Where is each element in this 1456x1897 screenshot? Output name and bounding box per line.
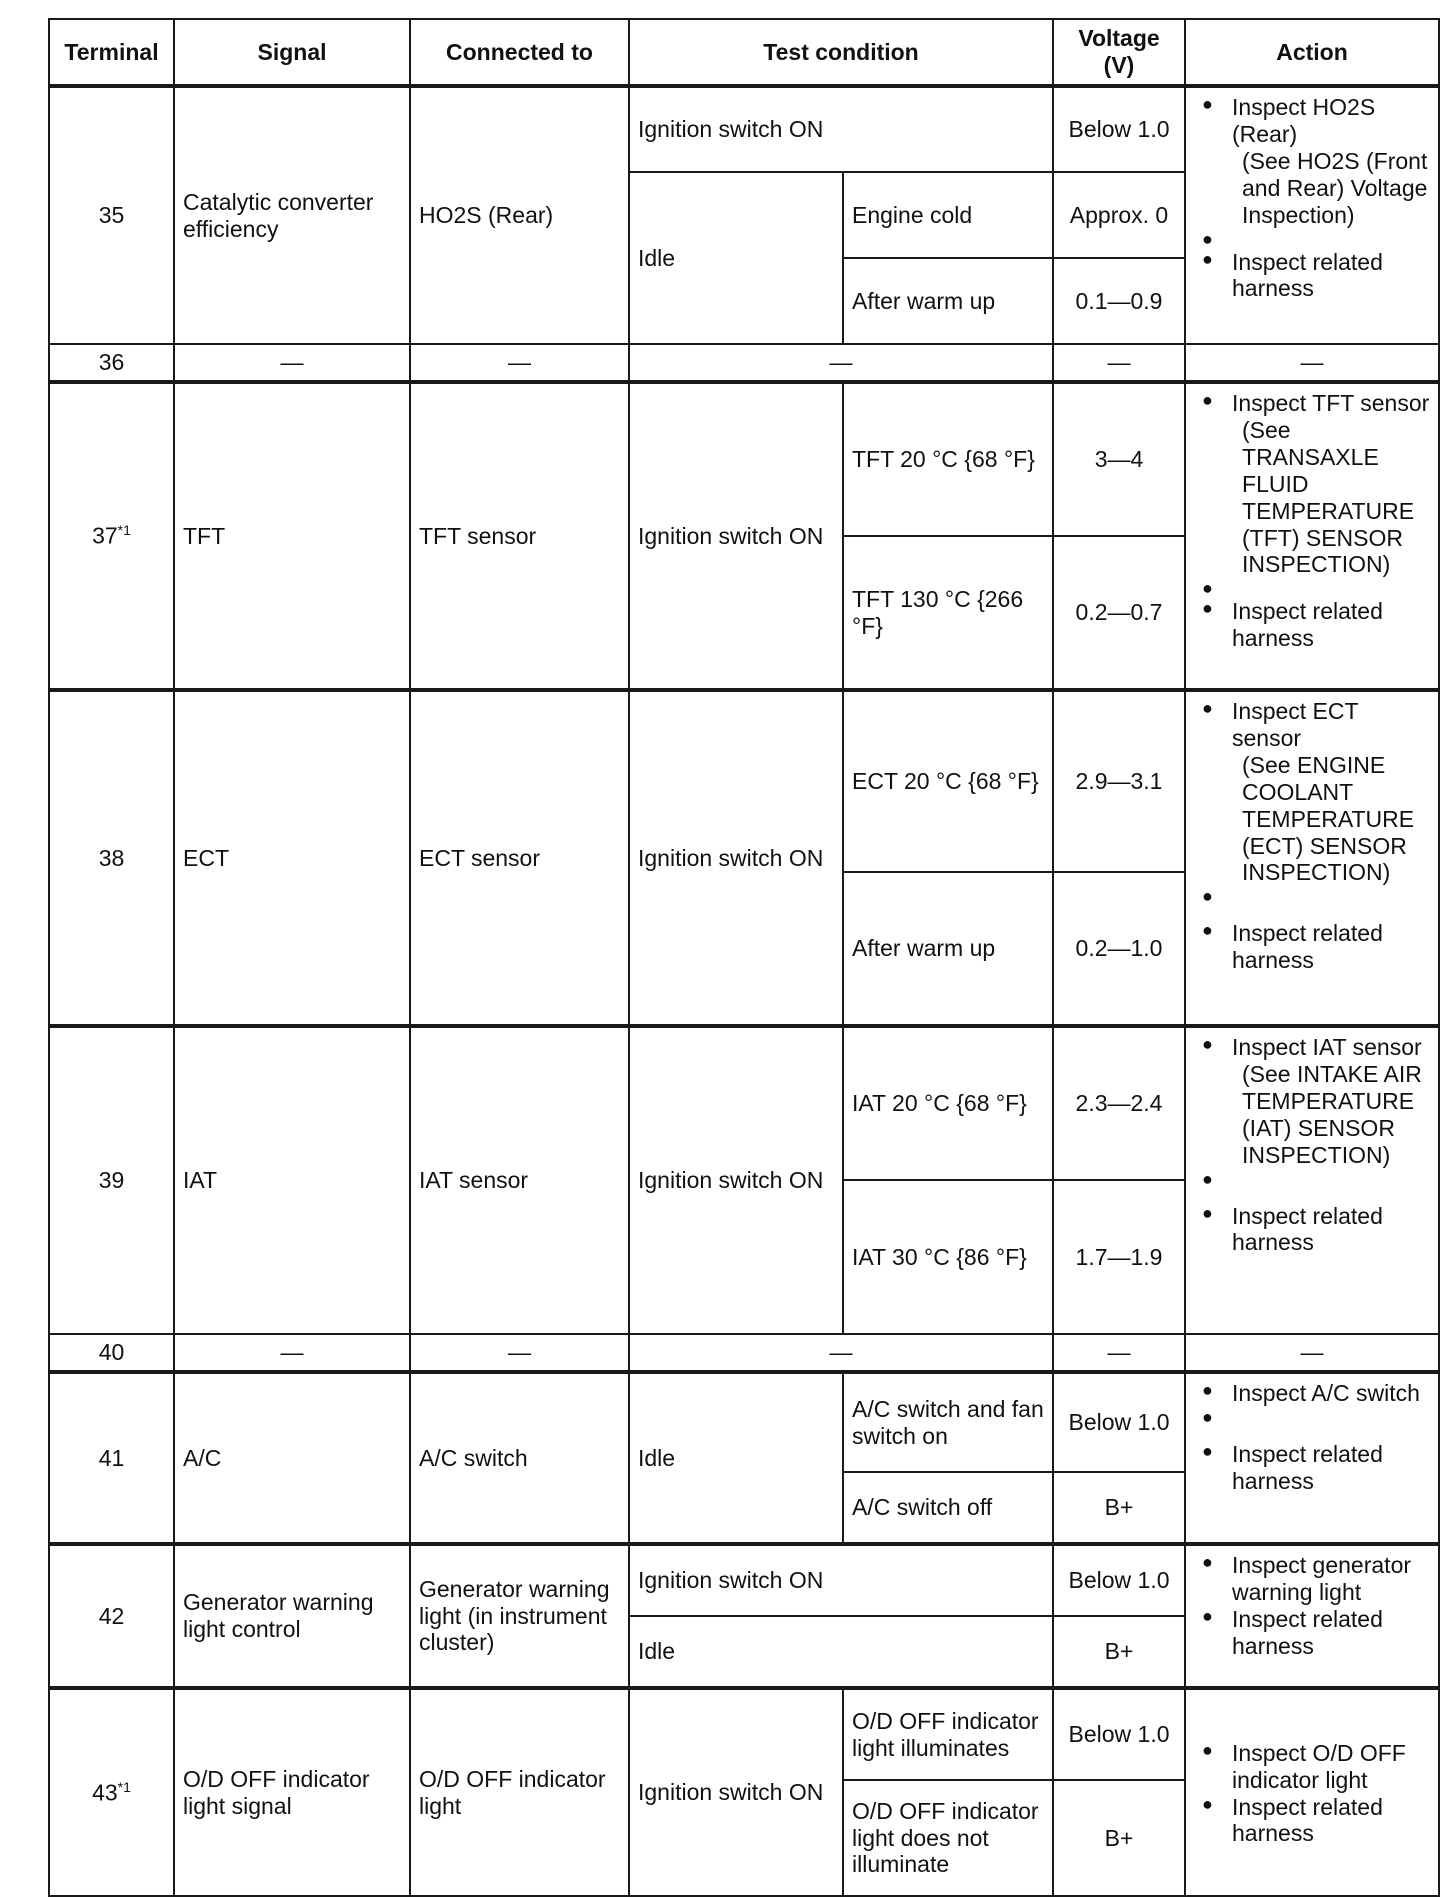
signal-cell: O/D OFF indicator light signal [174,1688,410,1896]
test-condition-cell: Idle [629,172,843,344]
action-cell [1185,1372,1439,1544]
header-row [49,19,1439,86]
action-item: ● Inspect HO2S (Rear) (See HO2S (Front and Rear) Voltage Inspection) [1200,94,1432,229]
voltage-cell: Below 1.0 [1053,1688,1185,1780]
action-item: ● Inspect related harness [1200,1441,1432,1495]
connected-to-cell: ECT sensor [410,690,629,1026]
action-item: ● Inspect generator warning light [1200,1552,1432,1606]
voltage-cell: 1.7—1.9 [1053,1180,1185,1334]
connected-to-cell: HO2S (Rear) [410,86,629,344]
signal-cell: Catalytic converter efficiency [174,86,410,344]
voltage-cell: 2.9—3.1 [1053,690,1185,872]
voltage-cell: Below 1.0 [1053,86,1185,172]
table-row-40 [49,1334,1439,1372]
test-subcondition-cell: TFT 20 °C {68 °F} [843,382,1053,536]
footnote-mark: *1 [117,1778,131,1795]
action-cell [1185,1026,1439,1334]
connected-to-cell: A/C switch [410,1372,629,1544]
table-row-43 [49,1688,1439,1780]
action-item: ● Inspect related harness [1200,1794,1432,1848]
test-subcondition-cell: After warm up [843,872,1053,1026]
spacer [1200,886,1432,920]
voltage-cell: 0.2—1.0 [1053,872,1185,1026]
see-reference: (See HO2S (Front and Rear) Voltage Inspection) [1242,147,1428,228]
header-action: Action [1185,19,1439,86]
voltage-cell: 3—4 [1053,382,1185,536]
action-item: ● Inspect A/C switch [1200,1380,1432,1407]
action-cell [1185,86,1439,344]
test-subcondition-cell: IAT 20 °C {68 °F} [843,1026,1053,1180]
test-subcondition-cell: After warm up [843,258,1053,344]
table-row-39 [49,1026,1439,1180]
table-row-41 [49,1372,1439,1472]
signal-cell: A/C [174,1372,410,1544]
test-subcondition-cell: TFT 130 °C {266 °F} [843,536,1053,690]
voltage-cell: B+ [1053,1616,1185,1688]
test-condition-cell: Ignition switch ON [629,1544,1053,1616]
terminal-voltage-table [48,18,1440,1897]
action-item: ● Inspect related harness [1200,920,1432,974]
voltage-cell: B+ [1053,1780,1185,1896]
voltage-cell: Approx. 0 [1053,172,1185,258]
test-condition-cell: Idle [629,1372,843,1544]
table-row-37 [49,382,1439,536]
voltage-cell: 2.3—2.4 [1053,1026,1185,1180]
test-subcondition-cell: O/D OFF indicator light does not illuminate [843,1780,1053,1896]
table-row-36 [49,344,1439,382]
action-cell: — [1185,1334,1439,1372]
signal-cell: Generator warning light control [174,1544,410,1688]
voltage-cell: 0.2—0.7 [1053,536,1185,690]
spacer [1200,1169,1432,1203]
see-reference: (See ENGINE COOLANT TEMPERATURE (ECT) SENSOR INSPECTION) [1242,751,1415,886]
header-connected-to: Connected to [410,19,629,86]
action-item: ● Inspect related harness [1200,1203,1432,1257]
action-item: ● Inspect TFT sensor (See TRANSAXLE FLUID TEMPERATURE (TFT) SENSOR INSPECTION) [1200,390,1432,578]
spacer [1200,578,1432,598]
header-voltage: Voltage (V) [1053,19,1185,86]
header-terminal: Terminal [49,19,174,86]
action-item: ● Inspect related harness [1200,598,1432,652]
voltage-cell: — [1053,1334,1185,1372]
action-item: ● Inspect ECT sensor (See ENGINE COOLANT TEMPERATURE (ECT) SENSOR INSPECTION) [1200,698,1432,886]
test-subcondition-cell: A/C switch and fan switch on [843,1372,1053,1472]
test-condition-cell: Ignition switch ON [629,1688,843,1896]
action-cell [1185,690,1439,1026]
terminal-cell: 35 [49,86,174,344]
terminal-cell: 37$^{*1}$ [49,382,174,690]
footnote-mark: *1 [117,522,131,539]
action-item: ● Inspect related harness [1200,249,1432,303]
see-reference: (See INTAKE AIR TEMPERATURE (IAT) SENSOR INSPECTION) [1242,1060,1422,1168]
test-subcondition-cell: A/C switch off [843,1472,1053,1544]
table-row-35 [49,86,1439,172]
connected-to-cell: O/D OFF indicator light [410,1688,629,1896]
signal-cell: TFT [174,382,410,690]
signal-cell: IAT [174,1026,410,1334]
spacer [1200,1407,1432,1441]
test-condition-cell: Ignition switch ON [629,1026,843,1334]
connected-to-cell: TFT sensor [410,382,629,690]
connected-to-cell: — [410,1334,629,1372]
test-condition-cell: — [629,1334,1053,1372]
voltage-cell: — [1053,344,1185,382]
voltage-cell: B+ [1053,1472,1185,1544]
test-condition-cell: — [629,344,1053,382]
action-item: ● Inspect O/D OFF indicator light [1200,1740,1432,1794]
test-condition-cell: Ignition switch ON [629,382,843,690]
action-cell [1185,1544,1439,1688]
test-condition-cell: Ignition switch ON [629,86,1053,172]
action-cell [1185,1688,1439,1896]
connected-to-cell: Generator warning light (in instrument cluster) [410,1544,629,1688]
voltage-cell: Below 1.0 [1053,1372,1185,1472]
terminal-voltage-sheet [48,18,1438,1876]
terminal-cell: 39 [49,1026,174,1334]
header-signal: Signal [174,19,410,86]
terminal-cell: 38 [49,690,174,1026]
terminal-cell: 40 [49,1334,174,1372]
table-row-42 [49,1544,1439,1616]
terminal-cell: 43$^{*1}$ [49,1688,174,1896]
connected-to-cell: — [410,344,629,382]
test-condition-cell: Idle [629,1616,1053,1688]
test-subcondition-cell: IAT 30 °C {86 °F} [843,1180,1053,1334]
test-subcondition-cell: O/D OFF indicator light illuminates [843,1688,1053,1780]
action-item: ● Inspect IAT sensor (See INTAKE AIR TEMPERATURE (IAT) SENSOR INSPECTION) [1200,1034,1432,1169]
test-condition-cell: Ignition switch ON [629,690,843,1026]
signal-cell: ECT [174,690,410,1026]
test-subcondition-cell: Engine cold [843,172,1053,258]
terminal-cell: 42 [49,1544,174,1688]
action-item: ● Inspect related harness [1200,1606,1432,1660]
see-reference: (See TRANSAXLE FLUID TEMPERATURE (TFT) SENSOR INSPECTION) [1242,416,1415,578]
voltage-cell: Below 1.0 [1053,1544,1185,1616]
header-test-condition: Test condition [629,19,1053,86]
connected-to-cell: IAT sensor [410,1026,629,1334]
terminal-cell: 41 [49,1372,174,1544]
voltage-cell: 0.1—0.9 [1053,258,1185,344]
table-row-38 [49,690,1439,872]
action-cell: — [1185,344,1439,382]
signal-cell: — [174,344,410,382]
spacer [1200,229,1432,249]
test-subcondition-cell: ECT 20 °C {68 °F} [843,690,1053,872]
signal-cell: — [174,1334,410,1372]
terminal-cell: 36 [49,344,174,382]
action-cell [1185,382,1439,690]
